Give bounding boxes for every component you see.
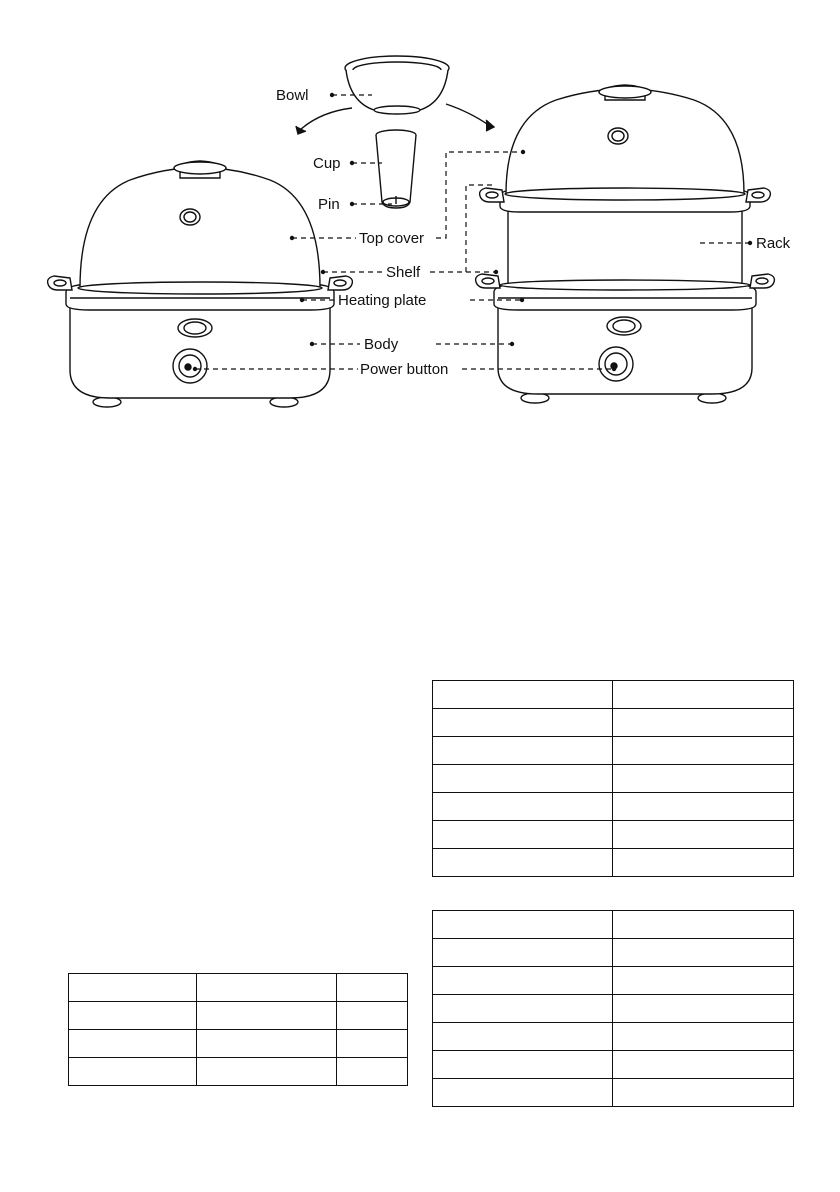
table-row <box>433 1051 794 1079</box>
label-bowl: Bowl <box>276 87 309 104</box>
table-row <box>433 709 794 737</box>
table-row <box>69 1002 408 1030</box>
table-right-bottom <box>432 910 794 1107</box>
table-right-top <box>432 680 794 877</box>
table-row <box>433 681 794 709</box>
table-left <box>68 973 408 1086</box>
label-shelf: Shelf <box>386 264 421 281</box>
label-top-cover: Top cover <box>359 230 425 247</box>
left-cooker <box>48 161 353 407</box>
label-body: Body <box>364 336 399 353</box>
table-row <box>433 793 794 821</box>
label-power-button: Power button <box>360 361 449 378</box>
table-row <box>433 967 794 995</box>
label-pin: Pin <box>318 196 340 213</box>
table-row <box>433 1079 794 1107</box>
table-row <box>433 995 794 1023</box>
right-body-shape <box>498 300 752 394</box>
table-row <box>433 765 794 793</box>
table-row <box>433 821 794 849</box>
table-row <box>69 974 408 1002</box>
table-row <box>433 939 794 967</box>
table-row <box>69 1058 408 1086</box>
right-cooker <box>476 85 775 403</box>
label-cup: Cup <box>313 155 341 172</box>
exploded-parts <box>296 56 494 208</box>
label-rack: Rack <box>756 235 791 252</box>
bowl-body <box>346 70 448 110</box>
table-row <box>433 1023 794 1051</box>
right-rack <box>508 200 742 288</box>
left-dome <box>80 168 320 289</box>
egg-cooker-diagram <box>0 0 840 430</box>
label-heating-plate: Heating plate <box>338 292 427 309</box>
table-row <box>69 1030 408 1058</box>
table-row <box>433 737 794 765</box>
table-row <box>433 849 794 877</box>
left-body-shape <box>70 300 330 398</box>
table-row <box>433 911 794 939</box>
